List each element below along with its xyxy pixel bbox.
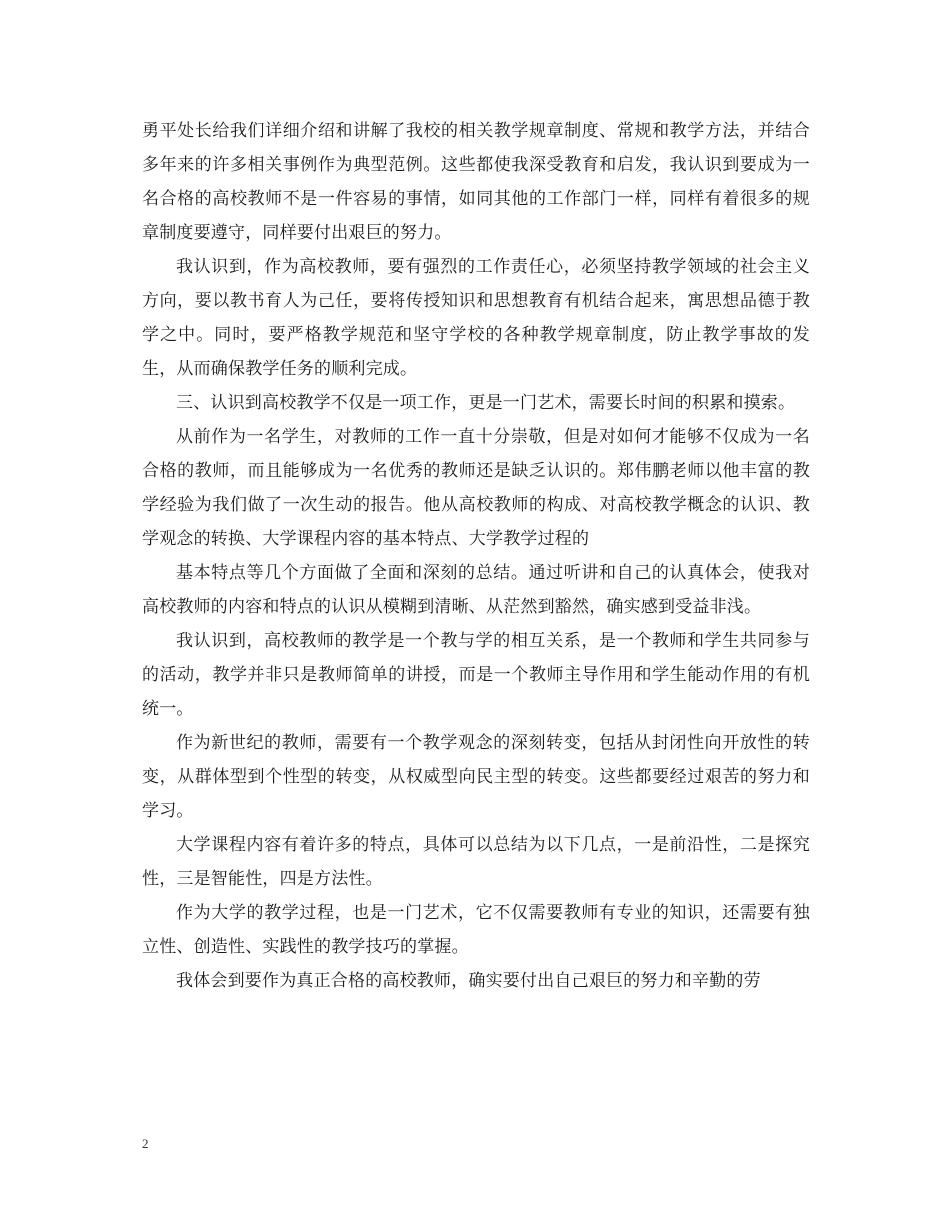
paragraph-10: 我体会到要作为真正合格的高校教师，确实要付出自己艰巨的努力和辛勤的劳 (176, 971, 761, 991)
paragraph-4: 从前作为一名学生，对教师的工作一直十分崇敬，但是对如何才能够不仅成为一名合格的教师，而且能够成为一名优秀的教师还是缺乏认识的。郑伟鹏老师以他丰富的教学经验为我们做了一次生动的报告。他从高校教师的构成、对高校教学概念的认识、教学观念的转换、大学课程内容的基本特点、大学教学过程的 (142, 427, 810, 549)
paragraph-8: 大学课程内容有着许多的特点，具体可以总结为以下几点，一是前沿性，二是探究性，三是智能性，四是方法性。 (142, 835, 810, 889)
body-text (142, 114, 810, 998)
paragraph-6: 我认识到，高校教师的教学是一个教与学的相互关系，是一个教师和学生共同参与的活动，教学并非只是教师简单的讲授，而是一个教师主导作用和学生能动作用的有机统一。 (142, 631, 810, 719)
paragraph-2: 我认识到，作为高校教师，要有强烈的工作责任心，必须坚持教学领域的社会主义方向，要以教书育人为己任，要将传授知识和思想教育有机结合起来，寓思想品德于教学之中。同时，要严格教学规范和坚守学校的各种教学规章制度，防止教学事故的发生，从而确保教学任务的顺利完成。 (142, 257, 810, 379)
paragraph-5: 基本特点等几个方面做了全面和深刻的总结。通过听讲和自己的认真体会，使我对高校教师的内容和特点的认识从模糊到清晰、从茫然到豁然，确实感到受益非浅。 (142, 563, 810, 617)
page-number: 2 (142, 1136, 149, 1151)
section-heading-3: 三、认识到高校教学不仅是一项工作，更是一门艺术，需要长时间的积累和摸索。 (176, 393, 796, 413)
paragraph-7: 作为新世纪的教师，需要有一个教学观念的深刻转变，包括从封闭性向开放性的转变，从群体型到个性型的转变，从权威型向民主型的转变。这些都要经过艰苦的努力和学习。 (142, 733, 810, 821)
paragraph-1: 勇平处长给我们详细介绍和讲解了我校的相关教学规章制度、常规和教学方法，并结合多年来的许多相关事例作为典型范例。这些都使我深受教育和启发，我认识到要成为一名合格的高校教师不是一件容易的事情，如同其他的工作部门一样，同样有着很多的规章制度要遵守，同样要付出艰巨的努力。 (142, 121, 810, 243)
paragraph-9: 作为大学的教学过程，也是一门艺术，它不仅需要教师有专业的知识，还需要有独立性、创造性、实践性的教学技巧的掌握。 (142, 903, 810, 957)
